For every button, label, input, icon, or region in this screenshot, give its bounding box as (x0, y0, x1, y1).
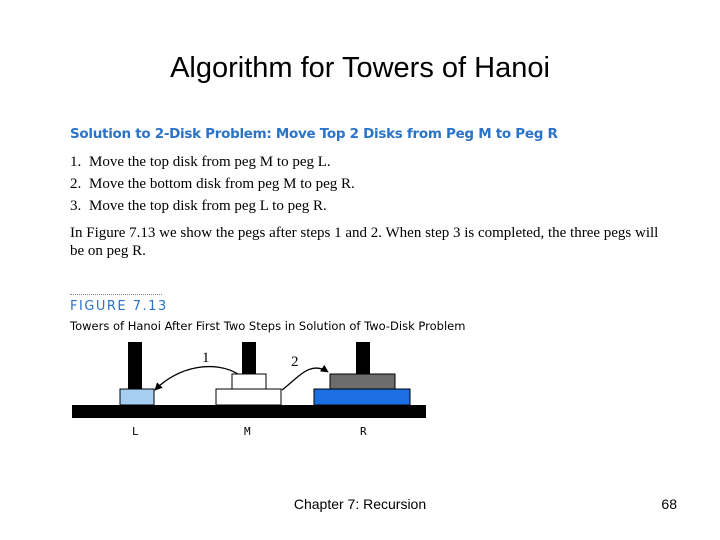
disk-outline-large-on-m (216, 389, 281, 405)
section-heading: Solution to 2-Disk Problem: Move Top 2 Disks from Peg M to Peg R (70, 126, 558, 142)
step-number: 3. (70, 198, 82, 214)
figure-label: FIGURE 7.13 (70, 299, 168, 314)
step-number: 1. (70, 154, 82, 170)
peg-label-l: L (132, 425, 139, 438)
disk-outline-small-on-r (330, 374, 395, 389)
peg-label-m: M (244, 425, 251, 438)
hanoi-diagram (60, 330, 440, 442)
move-label-1: 1 (202, 350, 210, 366)
footer-chapter: Chapter 7: Recursion (293, 496, 427, 512)
peg-base (72, 405, 426, 418)
page-number: 68 (661, 496, 677, 512)
figure-divider (70, 294, 162, 295)
figure-caption: Towers of Hanoi After First Two Steps in Solution of Two-Disk Problem (70, 319, 466, 333)
step-text: Move the top disk from peg L to peg R. (89, 198, 327, 214)
step-item (70, 173, 355, 195)
move-arrow-2 (282, 368, 328, 390)
slide-title: Algorithm for Towers of Hanoi (170, 52, 550, 84)
disk-large-on-r (314, 389, 410, 405)
disk-outline-small-on-m (232, 374, 266, 389)
disk-small-on-l (120, 389, 154, 405)
figure-description-paragraph: In Figure 7.13 we show the pegs after steps 1 and 2. When step 3 is completed, the three pegs will be on peg R. (70, 225, 659, 259)
peg-label-r: R (360, 425, 367, 438)
move-label-2: 2 (291, 354, 299, 370)
step-item (70, 195, 355, 217)
move-arrow-1 (155, 367, 238, 390)
step-text: Move the bottom disk from peg M to peg R. (89, 176, 355, 192)
step-item (70, 151, 355, 173)
step-number: 2. (70, 176, 82, 192)
step-text: Move the top disk from peg M to peg L. (89, 154, 331, 170)
steps-list (70, 151, 355, 217)
